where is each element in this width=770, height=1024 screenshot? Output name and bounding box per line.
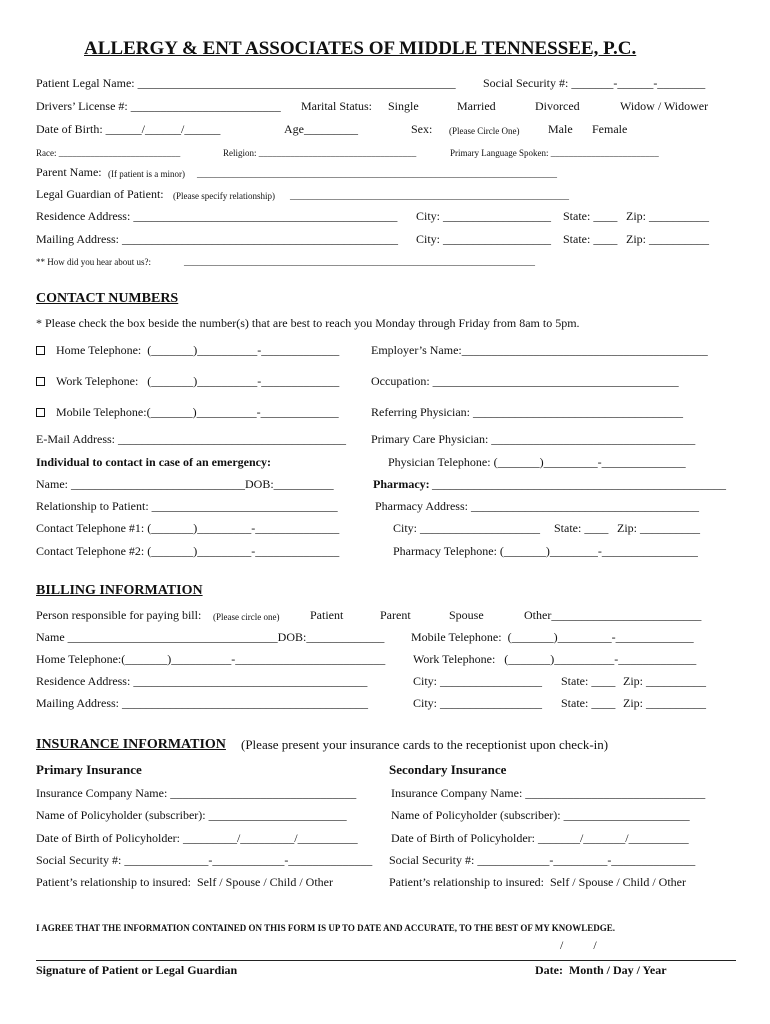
mailing-city-field[interactable]: City: __________________ — [416, 232, 552, 246]
marital-option-widow[interactable]: Widow / Widower — [620, 99, 709, 113]
home-telephone-checkbox[interactable] — [36, 346, 45, 355]
occupation-field[interactable]: Occupation: _________________________________________ — [371, 374, 679, 388]
mailing-state-field[interactable]: State: ____ — [563, 232, 618, 246]
pharmacy-telephone-field[interactable]: Pharmacy Telephone: (_______)________-________________ — [393, 544, 698, 558]
religion-field[interactable]: Religion: ___________________________________ — [223, 148, 417, 158]
how-heard-label: ** How did you hear about us?: — [36, 257, 151, 267]
pharmacy-city-field[interactable]: City: ____________________ — [393, 521, 541, 535]
responsible-party-note: (Please circle one) — [213, 612, 280, 622]
billing-residence-zip-field[interactable]: Zip: __________ — [623, 674, 706, 688]
marital-option-single[interactable]: Single — [388, 99, 419, 113]
insurance-information-heading: INSURANCE INFORMATION — [36, 737, 226, 752]
primary-insurance-company-field[interactable]: Insurance Company Name: _______________________________ — [36, 786, 357, 800]
home-telephone-field[interactable]: Home Telephone: (_______)__________-_____________ — [56, 343, 340, 357]
sex-instruction: (Please Circle One) — [449, 126, 520, 136]
secondary-policyholder-field[interactable]: Name of Policyholder (subscriber): _____________________ — [391, 808, 690, 822]
emergency-name-dob-field[interactable]: Name: _____________________________DOB:__________ — [36, 477, 334, 491]
emergency-contact-heading: Individual to contact in case of an emergency: — [36, 455, 271, 469]
contact-telephone-1-field[interactable]: Contact Telephone #1: (_______)_________-______________ — [36, 521, 340, 535]
patient-legal-name-field[interactable]: Patient Legal Name: _____________________________________________________ — [36, 76, 456, 90]
mobile-telephone-field[interactable]: Mobile Telephone:(_______)__________-_____________ — [56, 405, 339, 419]
email-address-field[interactable]: E-Mail Address: ______________________________________ — [36, 432, 346, 446]
mailing-zip-field[interactable]: Zip: __________ — [626, 232, 709, 246]
pharmacy-field[interactable]: _________________________________________________ — [432, 477, 726, 491]
contact-telephone-2-field[interactable]: Contact Telephone #2: (_______)_________-______________ — [36, 544, 340, 558]
social-security-field[interactable]: Social Security #: _______-______-________ — [483, 76, 706, 90]
date-label: Date: Month / Day / Year — [535, 963, 667, 977]
date-slashes: / / — [560, 938, 597, 952]
billing-mailing-state-field[interactable]: State: ____ — [561, 696, 616, 710]
pharmacy-address-field[interactable]: Pharmacy Address: ______________________________________ — [375, 499, 699, 513]
billing-mailing-city-field[interactable]: City: _________________ — [413, 696, 543, 710]
mobile-telephone-checkbox[interactable] — [36, 408, 45, 417]
residence-zip-field[interactable]: Zip: __________ — [626, 209, 709, 223]
billing-mailing-zip-field[interactable]: Zip: __________ — [623, 696, 706, 710]
pharmacy-zip-field[interactable]: Zip: __________ — [617, 521, 700, 535]
form-title: ALLERGY & ENT ASSOCIATES OF MIDDLE TENNESSEE, P.C. — [84, 38, 637, 59]
contact-numbers-heading: CONTACT NUMBERS — [36, 291, 179, 306]
billing-residence-state-field[interactable]: State: ____ — [561, 674, 616, 688]
insurance-note: (Please present your insurance cards to the receptionist upon check-in) — [241, 737, 609, 752]
responsible-option-other[interactable]: Other_________________________ — [524, 608, 702, 622]
residence-city-field[interactable]: City: __________________ — [416, 209, 552, 223]
marital-option-married[interactable]: Married — [457, 99, 496, 113]
secondary-insurance-heading: Secondary Insurance — [389, 762, 507, 777]
pharmacy-state-field[interactable]: State: ____ — [554, 521, 609, 535]
drivers-license-field[interactable]: Drivers’ License #: _________________________ — [36, 99, 281, 113]
secondary-insurance-company-field[interactable]: Insurance Company Name: ______________________________ — [391, 786, 706, 800]
employer-name-field[interactable]: Employer’s Name:_________________________________________ — [371, 343, 708, 357]
billing-residence-address-field[interactable]: Residence Address: _______________________________________ — [36, 674, 368, 688]
responsible-option-parent[interactable]: Parent — [380, 608, 411, 622]
legal-guardian-field[interactable]: ______________________________________________________________ — [290, 191, 569, 201]
billing-name-dob-field[interactable]: Name ___________________________________DOB:_____________ — [36, 630, 385, 644]
agreement-statement: I AGREE THAT THE INFORMATION CONTAINED ON THIS FORM IS UP TO DATE AND ACCURATE, TO THE BEST OF MY KNOWLEDGE. — [36, 923, 615, 933]
sex-option-female[interactable]: Female — [592, 122, 628, 136]
parent-name-field[interactable]: ________________________________________________________________________________ — [197, 169, 557, 179]
billing-mailing-address-field[interactable]: Mailing Address: _________________________________________ — [36, 696, 368, 710]
emergency-relationship-field[interactable]: Relationship to Patient: _______________________________ — [36, 499, 338, 513]
residence-address-field[interactable]: Residence Address: ____________________________________________ — [36, 209, 398, 223]
billing-home-telephone-field[interactable]: Home Telephone:(_______)__________-_________________________ — [36, 652, 386, 666]
billing-information-heading: BILLING INFORMATION — [36, 583, 203, 598]
referring-physician-field[interactable]: Referring Physician: ___________________________________ — [371, 405, 683, 419]
sex-label: Sex: — [411, 122, 433, 136]
work-telephone-field[interactable]: Work Telephone: (_______)__________-_____________ — [56, 374, 340, 388]
billing-residence-city-field[interactable]: City: _________________ — [413, 674, 543, 688]
mailing-address-field[interactable]: Mailing Address: ______________________________________________ — [36, 232, 398, 246]
responsible-option-patient[interactable]: Patient — [310, 608, 344, 622]
marital-status-label: Marital Status: — [301, 99, 372, 113]
work-telephone-checkbox[interactable] — [36, 377, 45, 386]
pharmacy-label: Pharmacy: — [373, 477, 430, 491]
primary-policyholder-field[interactable]: Name of Policyholder (subscriber): _______________________ — [36, 808, 347, 822]
secondary-ssn-field[interactable]: Social Security #: ____________-_________-______________ — [389, 853, 696, 867]
primary-relationship-field[interactable]: Patient’s relationship to insured: Self / Spouse / Child / Other — [36, 875, 333, 889]
contact-instruction: * Please check the box beside the number(s) that are best to reach you Monday through Friday from 8am to 5pm. — [36, 316, 580, 330]
signature-line[interactable] — [36, 960, 736, 961]
responsible-option-spouse[interactable]: Spouse — [449, 608, 484, 622]
date-of-birth-field[interactable]: Date of Birth: ______/______/______ — [36, 122, 221, 136]
age-field[interactable]: Age_________ — [284, 122, 358, 136]
primary-policyholder-dob-field[interactable]: Date of Birth of Policyholder: _________/_________/__________ — [36, 831, 358, 845]
billing-mobile-telephone-field[interactable]: Mobile Telephone: (_______)_________-_____________ — [411, 630, 694, 644]
primary-ssn-field[interactable]: Social Security #: ______________-____________-______________ — [36, 853, 373, 867]
signature-label: Signature of Patient or Legal Guardian — [36, 963, 238, 977]
physician-telephone-field[interactable]: Physician Telephone: (_______)_________-______________ — [388, 455, 686, 469]
primary-care-physician-field[interactable]: Primary Care Physician: __________________________________ — [371, 432, 696, 446]
sex-option-male[interactable]: Male — [548, 122, 573, 136]
secondary-relationship-field[interactable]: Patient’s relationship to insured: Self / Spouse / Child / Other — [389, 875, 686, 889]
how-heard-field[interactable]: ______________________________________________________________________________ — [184, 257, 535, 267]
marital-option-divorced[interactable]: Divorced — [535, 99, 580, 113]
primary-insurance-heading: Primary Insurance — [36, 762, 142, 777]
parent-name-label: Parent Name: — [36, 165, 102, 179]
responsible-party-label: Person responsible for paying bill: — [36, 608, 202, 622]
billing-work-telephone-field[interactable]: Work Telephone: (_______)__________-_____________ — [413, 652, 697, 666]
race-field[interactable]: Race: ___________________________ — [36, 148, 181, 158]
primary-language-field[interactable]: Primary Language Spoken: ________________________ — [450, 148, 659, 158]
legal-guardian-label: Legal Guardian of Patient: — [36, 187, 164, 201]
legal-guardian-note: (Please specify relationship) — [173, 191, 275, 201]
secondary-policyholder-dob-field[interactable]: Date of Birth of Policyholder: _______/_______/__________ — [391, 831, 689, 845]
parent-name-note: (If patient is a minor) — [108, 169, 185, 179]
residence-state-field[interactable]: State: ____ — [563, 209, 618, 223]
